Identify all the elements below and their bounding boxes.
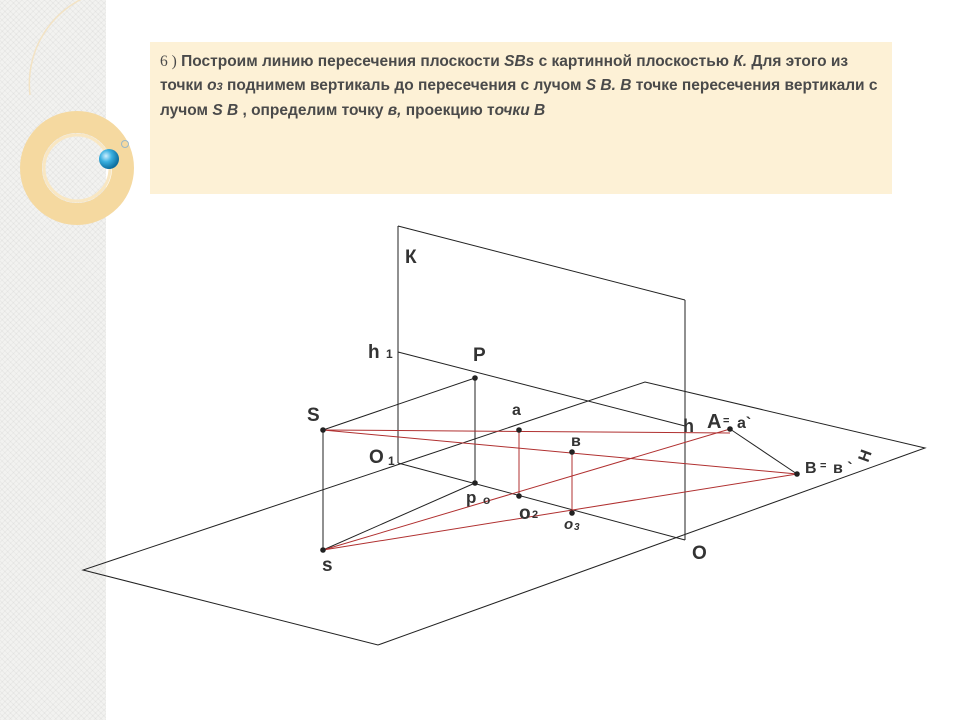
point-a [516,427,522,433]
horizon-plane-edge [323,378,475,430]
label-A: A [707,411,722,433]
label-p0-sub: o [483,493,491,507]
instruction-text-italic: очки В [494,102,546,119]
label-a-prime: a` [737,415,752,432]
point-S [320,427,326,433]
label-o2: o [519,503,531,524]
point-B [794,471,800,477]
instruction-text-italic: К. [733,53,748,70]
point-o3 [569,510,575,516]
instruction-text-italic: SBs [504,53,535,70]
label-H: H [855,447,876,465]
label-a: a [512,402,521,419]
label-A-eq: = [723,415,730,427]
point-s [320,547,326,553]
label-p0: p [466,488,477,507]
label-O1: O [369,447,384,468]
label-o2-sub: 2 [532,509,539,521]
instruction-text: точке пересечения вертикали с лучом [160,77,878,119]
instruction-text-italic: В [620,77,632,94]
instruction-subscript: 3 [216,81,223,93]
point-P [472,375,478,381]
instruction-text-italic: S В [212,102,239,119]
instruction-text-italic: o [207,77,217,94]
label-o3: o [564,516,574,533]
base-plane-edge [323,483,475,550]
segment-AB [730,429,797,474]
label-O: O [692,543,707,564]
instruction-text-italic: S B. [585,77,616,94]
label-K: К [405,247,417,268]
label-v: в [571,433,581,450]
label-S: S [307,405,320,426]
instruction-text-italic: в, [387,102,402,119]
label-P: P [473,345,486,366]
point-o2 [516,493,522,499]
label-B: B [805,460,817,477]
label-s: s [322,555,333,576]
instruction-text: Для этого из точки [160,53,849,94]
point-p0 [472,480,478,486]
label-v-prime: в ` [833,460,853,477]
label-B-eq: = [820,460,827,472]
instruction-text: Построим линию пересечения плоскости [181,53,505,70]
instruction-text: проекцию т [401,102,495,119]
label-h1: h [368,342,380,363]
instruction-text: , определим точку [238,102,388,119]
label-h1-sub: 1 [386,347,393,361]
point-A [727,426,733,432]
label-h: h [683,416,694,436]
point-v [569,449,575,455]
instruction-text: с картинной плоскостью [534,53,734,70]
label-O1-sub: 1 [388,454,395,468]
horizon-line [398,352,685,426]
step-number: 6 ) [160,53,177,70]
ground-plane-H [83,382,925,645]
ray-s-A [323,429,730,550]
ray-S-A [323,430,730,433]
ground-line [398,463,685,540]
ray-s-B [323,474,797,550]
picture-plane-top-edge [398,226,685,300]
instruction-text: поднимем вертикаль до пересечения с лучом [222,77,586,94]
label-o3-sub: 3 [574,522,580,533]
